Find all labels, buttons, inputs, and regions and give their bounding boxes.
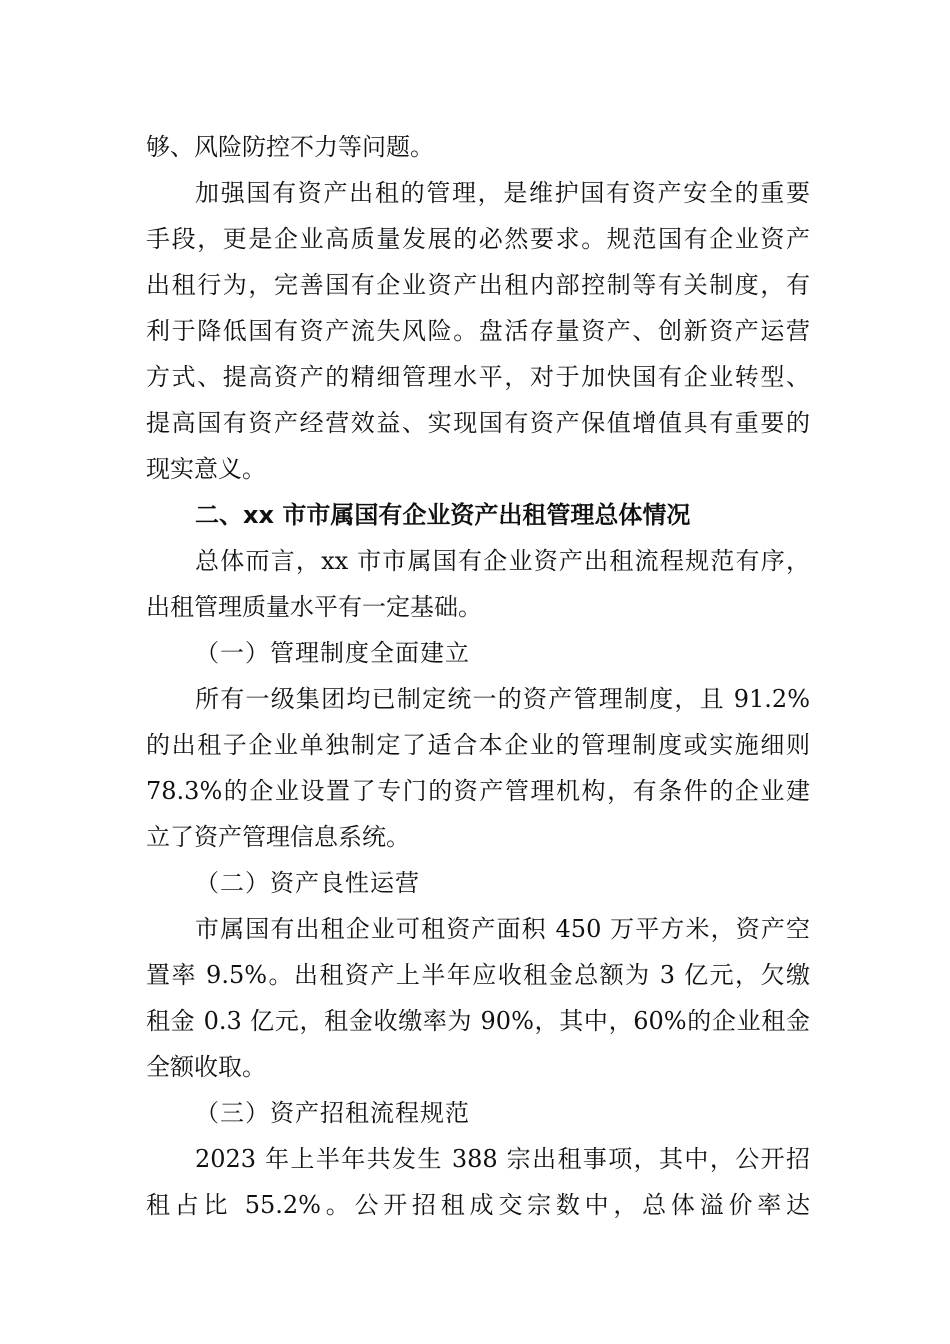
subsection-heading: （二）资产良性运营 [195, 869, 420, 897]
paragraph-line: 够、风险防控不力等问题。 [146, 133, 434, 161]
paragraph-line: 总体而言，xx 市市属国有企业资产出租流程规范有序， [195, 547, 810, 575]
paragraph-line: 出租管理质量水平有一定基础。 [146, 593, 482, 621]
subsection-heading: （一）管理制度全面建立 [195, 639, 470, 667]
paragraph-line: 的出租子企业单独制定了适合本企业的管理制度或实施细则 [146, 731, 810, 759]
paragraph-line: 全额收取。 [146, 1053, 266, 1081]
paragraph-line: 手段，更是企业高质量发展的必然要求。规范国有企业资产 [146, 225, 810, 253]
paragraph-line: 提高国有资产经营效益、实现国有资产保值增值具有重要的 [146, 409, 810, 437]
paragraph-line: 所有一级集团均已制定统一的资产管理制度，且 91.2% [195, 685, 810, 713]
paragraph-line: 现实意义。 [146, 455, 266, 483]
paragraph-line: 立了资产管理信息系统。 [146, 823, 410, 851]
paragraph-line: 出租行为，完善国有企业资产出租内部控制等有关制度，有 [146, 271, 810, 299]
paragraph-line: 租占比 55.2%。公开招租成交宗数中，总体溢价率达 [146, 1191, 810, 1219]
paragraph-line: 加强国有资产出租的管理，是维护国有资产安全的重要 [195, 179, 810, 207]
subsection-heading: （三）资产招租流程规范 [195, 1099, 470, 1127]
section-heading: 二、xx 市市属国有企业资产出租管理总体情况 [195, 501, 691, 529]
paragraph-line: 利于降低国有资产流失风险。盘活存量资产、创新资产运营 [146, 317, 810, 345]
paragraph-line: 2023 年上半年共发生 388 宗出租事项，其中，公开招 [195, 1145, 810, 1173]
paragraph-line: 置率 9.5%。出租资产上半年应收租金总额为 3 亿元，欠缴 [146, 961, 810, 989]
paragraph-line: 方式、提高资产的精细管理水平，对于加快国有企业转型、 [146, 363, 810, 391]
paragraph-line: 租金 0.3 亿元，租金收缴率为 90%，其中，60%的企业租金 [146, 1007, 810, 1035]
paragraph-line: 78.3%的企业设置了专门的资产管理机构，有条件的企业建 [146, 777, 810, 805]
paragraph-line: 市属国有出租企业可租资产面积 450 万平方米，资产空 [195, 915, 810, 943]
